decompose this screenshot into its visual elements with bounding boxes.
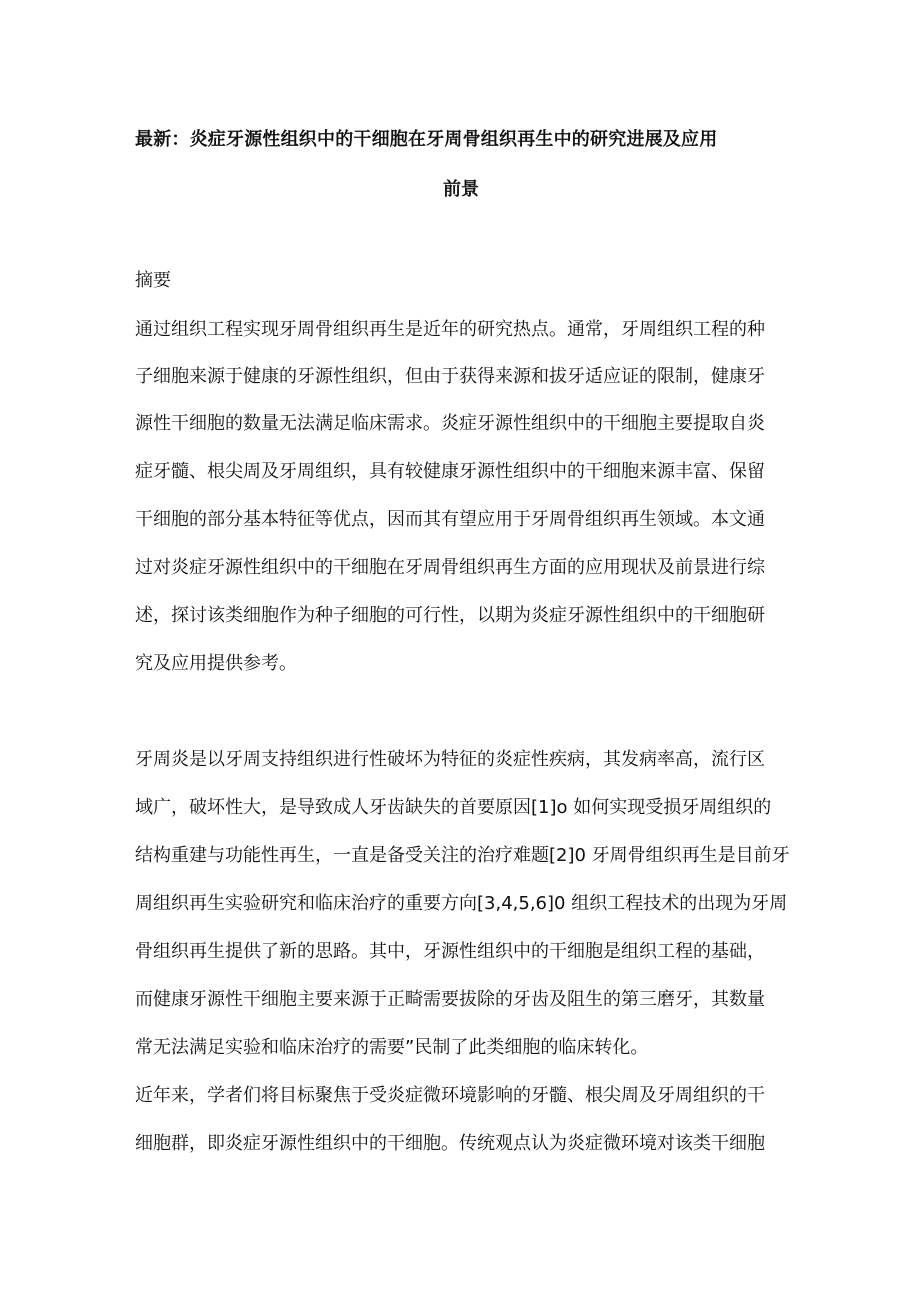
paragraph-line: 周组织再生实验研究和临床治疗的重要方向[3,4,5,6]0 组织工程技术的出现为牙周 — [135, 893, 788, 914]
paragraph-line: 结构重建与功能性再生，一直是备受关注的治疗难题[2]0 牙周骨组织再生是目前牙 — [135, 845, 790, 866]
paragraph-line: 牙周炎是以牙周支持组织进行性破坏为特征的炎症性疾病，其发病率高，流行区 — [135, 749, 765, 770]
paragraph-line: 骨组织再生提供了新的思路。其中，牙源性组织中的干细胞是组织工程的基础， — [135, 941, 765, 962]
abstract-line: 干细胞的部分基本特征等优点，因而其有望应用于牙周骨组织再生领域。本文通 — [135, 509, 765, 530]
abstract-line: 究及应用提供参考。 — [135, 653, 297, 674]
document-title: 最新：炎症牙源性组织中的干细胞在牙周骨组织再生中的研究进展及应用 — [135, 129, 718, 150]
document-title-continuation: 前景 — [443, 179, 479, 200]
paragraph-line: 近年来，学者们将目标聚焦于受炎症微环境影响的牙髓、根尖周及牙周组织的干 — [135, 1085, 765, 1106]
abstract-line: 过对炎症牙源性组织中的干细胞在牙周骨组织再生方面的应用现状及前景进行综 — [135, 557, 765, 578]
paragraph-line: 而健康牙源性干细胞主要来源于正畸需要拔除的牙齿及阻生的第三磨牙，其数量 — [135, 989, 765, 1010]
paragraph-line: 域广，破坏性大，是导致成人牙齿缺失的首要原因[1]o 如何实现受损牙周组织的 — [135, 797, 772, 818]
abstract-heading: 摘要 — [135, 270, 171, 291]
paragraph-line: 常无法满足实验和临床治疗的需要”民制了此类细胞的临床转化。 — [135, 1037, 649, 1058]
abstract-line: 通过组织工程实现牙周骨组织再生是近年的研究热点。通常，牙周组织工程的种 — [135, 319, 765, 340]
abstract-line: 子细胞来源于健康的牙源性组织，但由于获得来源和拔牙适应证的限制，健康牙 — [135, 366, 765, 387]
abstract-line: 述，探讨该类细胞作为种子细胞的可行性，以期为炎症牙源性组织中的干细胞研 — [135, 605, 765, 626]
abstract-line: 源性干细胞的数量无法满足临床需求。炎症牙源性组织中的干细胞主要提取自炎 — [135, 413, 765, 434]
abstract-line: 症牙髓、根尖周及牙周组织，具有较健康牙源性组织中的干细胞来源丰富、保留 — [135, 461, 765, 482]
paragraph-line: 细胞群，即炎症牙源性组织中的干细胞。传统观点认为炎症微环境对该类干细胞 — [135, 1133, 765, 1154]
